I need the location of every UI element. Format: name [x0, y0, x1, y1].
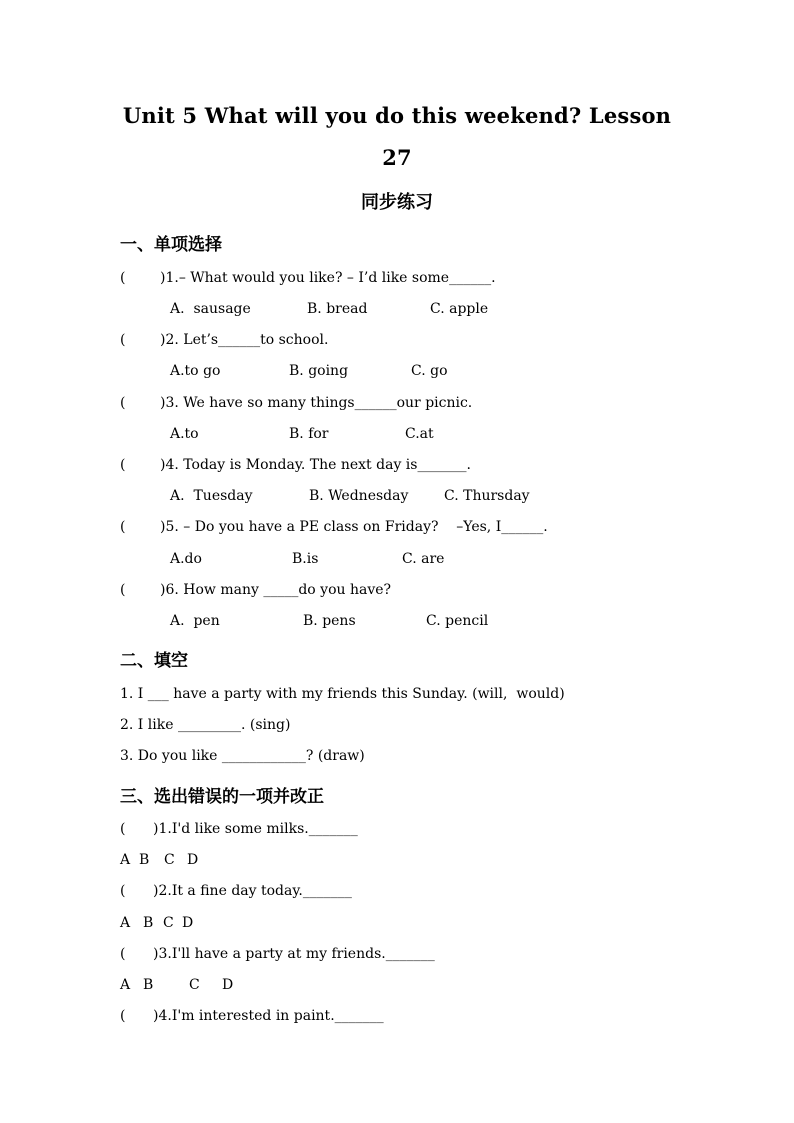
letter-d: D — [182, 915, 194, 931]
correction-2-stem: )2.It a fine day today._______ — [153, 883, 352, 899]
letter-a: A — [120, 852, 131, 868]
letter-c: C — [189, 977, 200, 993]
q5-option-a: A.do — [170, 551, 202, 567]
letter-c: C — [163, 915, 174, 931]
question-2-stem: )2. Let’s______to school. — [160, 332, 329, 348]
fill-blank-3: 3. Do you like ____________? (draw) — [120, 748, 365, 764]
answer-paren: ( — [120, 821, 126, 837]
answer-paren: ( — [120, 270, 126, 286]
q5-option-c: C. are — [402, 551, 445, 567]
q1-option-b: B. bread — [307, 301, 368, 317]
answer-paren: ( — [120, 332, 126, 348]
answer-paren: ( — [120, 883, 126, 899]
section-1-heading: 一、单项选择 — [120, 235, 222, 255]
question-5-stem: )5. – Do you have a PE class on Friday? –Yes, I______. — [160, 519, 548, 535]
letter-c: C — [164, 852, 175, 868]
letter-b: B — [139, 852, 150, 868]
question-6-stem: )6. How many _____do you have? — [160, 582, 392, 598]
letter-b: B — [143, 915, 154, 931]
q6-option-c: C. pencil — [426, 613, 489, 629]
q6-option-b: B. pens — [303, 613, 356, 629]
title-line-2: 27 — [382, 145, 412, 170]
correction-3-stem: )3.I'll have a party at my friends._______ — [153, 946, 435, 962]
question-4-stem: )4. Today is Monday. The next day is_______. — [160, 457, 471, 473]
section-2-heading: 二、填空 — [120, 651, 188, 671]
section-3-heading: 三、选出错误的一项并改正 — [120, 787, 324, 807]
answer-paren: ( — [120, 395, 126, 411]
letter-d: D — [222, 977, 234, 993]
question-1-stem: )1.– What would you like? – I’d like some______. — [160, 270, 496, 286]
q4-option-c: C. Thursday — [444, 488, 530, 504]
letter-a: A — [120, 915, 131, 931]
q4-option-b: B. Wednesday — [309, 488, 409, 504]
answer-paren: ( — [120, 946, 126, 962]
correction-1-stem: )1.I'd like some milks._______ — [153, 821, 358, 837]
title-line-1: Unit 5 What will you do this weekend? Lesson — [122, 103, 672, 128]
letter-a: A — [120, 977, 131, 993]
fill-blank-1: 1. I ___ have a party with my friends this Sunday. (will, would) — [120, 686, 565, 702]
answer-paren: ( — [120, 582, 126, 598]
q4-option-a: A. Tuesday — [170, 488, 253, 504]
answer-paren: ( — [120, 1008, 126, 1024]
q5-option-b: B.is — [292, 551, 319, 567]
q2-option-b: B. going — [289, 363, 349, 379]
q3-option-c: C.at — [405, 426, 434, 442]
fill-blank-2: 2. I like _________. (sing) — [120, 717, 291, 733]
q3-option-a: A.to — [170, 426, 199, 442]
q1-option-a: A. sausage — [170, 301, 251, 317]
letter-b: B — [143, 977, 154, 993]
q2-option-a: A.to go — [170, 363, 221, 379]
q3-option-b: B. for — [289, 426, 329, 442]
question-3-stem: )3. We have so many things______our picnic. — [160, 395, 473, 411]
letter-d: D — [187, 852, 199, 868]
q2-option-c: C. go — [411, 363, 448, 379]
subtitle: 同步练习 — [361, 192, 433, 213]
q1-option-c: C. apple — [430, 301, 489, 317]
answer-paren: ( — [120, 457, 126, 473]
answer-paren: ( — [120, 519, 126, 535]
q6-option-a: A. pen — [170, 613, 220, 629]
correction-4-stem: )4.I'm interested in paint._______ — [153, 1008, 384, 1024]
